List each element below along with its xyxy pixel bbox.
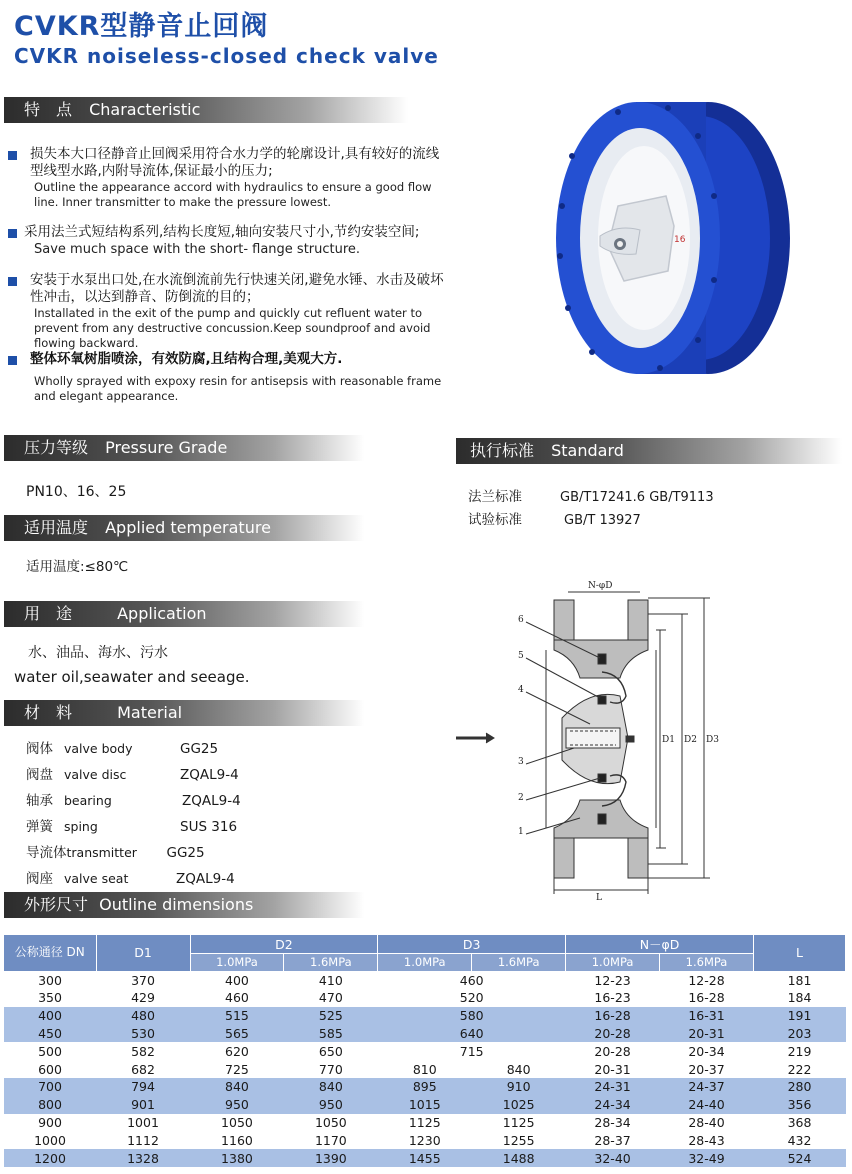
cell-d1: 794 <box>96 1078 190 1096</box>
section-cn-label: 材 料 <box>24 703 73 722</box>
cell-ndb: 24-37 <box>660 1078 754 1096</box>
bullet-item <box>8 272 448 351</box>
cell-d1: 582 <box>131 1043 155 1059</box>
table-row <box>4 1025 846 1043</box>
bullet-zh: 采用法兰式短结构系列,结构长度短,轴向安装尺寸小,节约安装空间; <box>24 224 420 240</box>
material-value: GG25 <box>180 741 219 757</box>
material-row <box>26 763 239 783</box>
material-value: ZQAL9-4 <box>182 793 241 809</box>
header-l: L <box>754 935 846 971</box>
cell-d1: 901 <box>96 1096 190 1114</box>
material-value: ZQAL9-4 <box>180 767 239 783</box>
cell-d2b: 840 <box>284 1078 378 1096</box>
cell-d3a: 895 <box>378 1078 472 1096</box>
cross-section-diagram <box>450 578 740 900</box>
cell-l: 356 <box>754 1096 846 1114</box>
subheader-pressure: 1.6MPa <box>660 954 754 972</box>
table-row <box>4 989 846 1007</box>
material-row <box>26 815 237 835</box>
bullet-square-icon <box>8 277 17 286</box>
cell-l: 203 <box>754 1025 846 1043</box>
bullet-item <box>8 146 448 210</box>
material-en: valve body <box>64 741 133 756</box>
subheader-pressure: 1.6MPa <box>284 954 378 972</box>
temperature-value: 适用温度:≤80℃ <box>26 559 129 575</box>
subheader-pressure: 1.0MPa <box>566 954 660 972</box>
diagram-top-label: N-φD <box>588 581 613 591</box>
material-en: bearing <box>64 793 112 808</box>
cell-d3: 580 <box>378 1007 566 1025</box>
cell-d1: 1112 <box>127 1132 159 1148</box>
diagram-bottom-label: L <box>596 893 602 900</box>
cell-d3: 460 <box>459 972 484 988</box>
cell-d2a: 400 <box>225 972 249 988</box>
bullet-en: Wholly sprayed with expoxy resin for antisepsis with reasonable frame and elegant appearance. <box>34 374 442 403</box>
valve-photo <box>548 96 798 380</box>
cell-nda: 12-23 <box>594 972 631 988</box>
cell-ndb: 20-34 <box>688 1043 725 1059</box>
material-row <box>26 737 218 757</box>
cell-dn: 1200 <box>4 1149 96 1167</box>
cell-ndb: 12-28 <box>688 972 725 988</box>
table-row <box>4 1131 846 1149</box>
cell-d2b: 585 <box>284 1025 378 1043</box>
diagram-dim-label: D2 <box>684 735 697 745</box>
table-row <box>4 1114 846 1132</box>
cell-d2b: 1050 <box>314 1115 347 1131</box>
table-row <box>4 971 846 989</box>
cell-nda: 20-28 <box>594 1043 631 1059</box>
cell-nda: 24-31 <box>566 1078 660 1096</box>
subheader-pressure: 1.6MPa <box>472 954 566 972</box>
table-row <box>4 1078 846 1096</box>
bullet-square-icon <box>8 151 17 160</box>
cell-d3a: 1230 <box>408 1132 441 1148</box>
header-nd: N－φD <box>566 935 754 954</box>
diagram-part-number: 2 <box>518 793 524 803</box>
cell-d2a: 515 <box>190 1007 284 1025</box>
cell-d2a: 565 <box>190 1025 284 1043</box>
cell-ndb: 20-31 <box>660 1025 754 1043</box>
cell-nda: 32-40 <box>566 1149 660 1167</box>
material-value: SUS 316 <box>180 819 238 835</box>
cell-d1: 429 <box>131 990 155 1006</box>
cell-nda: 20-31 <box>594 1061 631 1077</box>
section-pressure-grade <box>4 435 364 461</box>
section-en-label: Standard <box>551 441 624 460</box>
section-characteristic <box>4 97 408 123</box>
cell-l: 368 <box>787 1115 812 1131</box>
cell-dn: 350 <box>38 990 62 1006</box>
cell-d2a: 620 <box>225 1043 249 1059</box>
table-row <box>4 1007 846 1025</box>
bullet-zh: 整体环氧树脂喷涂，有效防腐,且结构合理,美观大方. <box>30 351 343 367</box>
cell-l: 524 <box>754 1149 846 1167</box>
material-en: valve seat <box>64 871 129 886</box>
cell-d3a: 1125 <box>408 1115 441 1131</box>
cell-l: 219 <box>787 1043 812 1059</box>
bullet-item <box>8 224 448 259</box>
standard-value: GB/T17241.6 GB/T9113 <box>560 490 714 505</box>
cell-d3b: 1025 <box>472 1096 566 1114</box>
cell-d3: 520 <box>459 990 484 1006</box>
bullet-item <box>8 351 448 404</box>
bullet-en: Installated in the exit of the pump and quickly cut refluent water to prevent from any destructive concussion.Keep soundproof and avoid flowing backward. <box>34 306 431 350</box>
diagram-dim-label: D1 <box>662 735 675 745</box>
section-cn-label: 外形尺寸 <box>24 895 89 914</box>
cell-dn: 450 <box>4 1025 96 1043</box>
table-row <box>4 1149 846 1167</box>
cell-d2a: 725 <box>225 1061 249 1077</box>
cell-l: 181 <box>787 972 812 988</box>
cell-nda: 16-28 <box>566 1007 660 1025</box>
cell-nda: 20-28 <box>566 1025 660 1043</box>
cell-d1: 682 <box>131 1061 155 1077</box>
header-d3: D3 <box>378 935 566 954</box>
cell-d1: 370 <box>131 972 155 988</box>
header-d1: D1 <box>96 935 190 971</box>
cell-l: 432 <box>787 1132 812 1148</box>
standard-label: 试验标准 <box>468 512 522 528</box>
section-cn-label: 用 途 <box>24 604 73 623</box>
cell-d2a: 840 <box>190 1078 284 1096</box>
cell-l: 184 <box>787 990 812 1006</box>
page-title: CVKR型静音止回阀 <box>14 11 269 42</box>
cell-dn: 700 <box>4 1078 96 1096</box>
cell-d2b: 525 <box>284 1007 378 1025</box>
cell-d2a: 1050 <box>221 1115 253 1131</box>
application-zh: 水、油品、海水、污水 <box>28 645 168 661</box>
cell-ndb: 16-28 <box>688 990 725 1006</box>
section-en-label: Outline dimensions <box>99 895 254 914</box>
cell-d2b: 410 <box>318 972 343 988</box>
material-en: transmitter <box>66 845 137 860</box>
standard-row <box>468 508 641 528</box>
cell-dn: 600 <box>38 1061 62 1077</box>
material-cn: 阀体 <box>26 741 53 757</box>
diagram-part-number: 1 <box>518 827 524 837</box>
cell-d1: 530 <box>96 1025 190 1043</box>
cell-dn: 1000 <box>34 1132 66 1148</box>
section-en-label: Applied temperature <box>105 518 271 537</box>
bullet-square-icon <box>8 229 17 238</box>
bullet-zh: 损失本大口径静音止回阀采用符合水力学的轮廓设计,具有较好的流线型线型水路,内附导流体,保证最小的压力; <box>30 146 440 179</box>
section-standard <box>456 438 842 464</box>
cell-d2b: 950 <box>284 1096 378 1114</box>
table-row <box>4 1060 846 1078</box>
cell-ndb: 16-31 <box>660 1007 754 1025</box>
section-outline-dimensions <box>4 892 364 918</box>
table-row <box>4 1042 846 1060</box>
diagram-part-number: 6 <box>518 615 524 625</box>
cell-l: 280 <box>754 1078 846 1096</box>
cell-d1: 1001 <box>127 1115 159 1131</box>
cell-d3: 640 <box>378 1025 566 1043</box>
material-cn: 阀座 <box>26 871 53 887</box>
cell-l: 222 <box>787 1061 812 1077</box>
material-en: valve disc <box>64 767 127 782</box>
section-cn-label: 特 点 <box>24 100 73 119</box>
section-applied-temperature <box>4 515 364 541</box>
cell-ndb: 28-43 <box>688 1132 725 1148</box>
cell-ndb: 20-37 <box>688 1061 725 1077</box>
section-cn-label: 适用温度 <box>24 518 89 537</box>
section-en-label: Pressure Grade <box>105 438 228 457</box>
cell-d2b: 1170 <box>314 1132 347 1148</box>
cell-d2b: 1390 <box>284 1149 378 1167</box>
table-row <box>4 1096 846 1114</box>
cell-d3b: 910 <box>472 1078 566 1096</box>
cell-d3b: 1125 <box>502 1115 535 1131</box>
material-value: ZQAL9-4 <box>176 871 235 887</box>
standard-value: GB/T 13927 <box>564 513 641 528</box>
material-cn: 弹簧 <box>26 819 53 835</box>
section-material <box>4 700 364 726</box>
material-en: sping <box>64 819 98 834</box>
cell-d3b: 1255 <box>502 1132 535 1148</box>
material-row <box>26 789 241 809</box>
cell-d2a: 460 <box>225 990 249 1006</box>
bullet-square-icon <box>8 356 17 365</box>
cell-dn: 300 <box>38 972 62 988</box>
cell-nda: 16-23 <box>594 990 631 1006</box>
header-dn: 公称通径 DN <box>4 935 96 971</box>
cell-d1: 480 <box>96 1007 190 1025</box>
cell-d3a: 810 <box>412 1061 437 1077</box>
cell-d2b: 470 <box>318 990 343 1006</box>
cell-dn: 500 <box>38 1043 62 1059</box>
cell-dn: 400 <box>4 1007 96 1025</box>
subheader-pressure: 1.0MPa <box>190 954 284 972</box>
valve-plate-text: 16 <box>674 235 686 245</box>
section-application <box>4 601 364 627</box>
diagram-part-number: 5 <box>518 651 524 661</box>
material-value: GG25 <box>166 845 205 861</box>
cell-ndb: 24-40 <box>660 1096 754 1114</box>
diagram-part-number: 4 <box>518 685 524 695</box>
cell-d2a: 1380 <box>190 1149 284 1167</box>
cell-nda: 28-37 <box>594 1132 631 1148</box>
cell-dn: 900 <box>38 1115 62 1131</box>
pressure-value: PN10、16、25 <box>26 484 127 500</box>
cell-dn: 800 <box>4 1096 96 1114</box>
material-cn: 阀盘 <box>26 767 53 783</box>
cell-d3b: 1488 <box>472 1149 566 1167</box>
cell-l: 191 <box>754 1007 846 1025</box>
section-en-label: Characteristic <box>89 100 201 119</box>
cell-d2b: 770 <box>318 1061 343 1077</box>
diagram-dim-label: D3 <box>706 735 719 745</box>
cell-d2a: 950 <box>190 1096 284 1114</box>
cell-nda: 24-34 <box>566 1096 660 1114</box>
standard-row <box>468 485 714 505</box>
cell-d2a: 1160 <box>221 1132 253 1148</box>
diagram-part-number: 3 <box>518 757 524 767</box>
dimensions-table <box>4 935 846 1167</box>
cell-d3a: 1015 <box>378 1096 472 1114</box>
material-row <box>26 841 205 861</box>
section-cn-label: 压力等级 <box>24 438 89 457</box>
bullet-en: Outline the appearance accord with hydraulics to ensure a good flow line. Inner transmitter to make the pressure lowest. <box>34 180 432 209</box>
cell-nda: 28-34 <box>594 1115 631 1131</box>
material-row <box>26 867 235 887</box>
material-cn: 导流体 <box>26 845 67 861</box>
cell-d2b: 650 <box>318 1043 343 1059</box>
cell-d3b: 840 <box>506 1061 531 1077</box>
material-cn: 轴承 <box>26 793 53 809</box>
section-en-label: Material <box>117 703 183 722</box>
cell-d3a: 1455 <box>378 1149 472 1167</box>
section-cn-label: 执行标准 <box>470 441 535 460</box>
cell-d1: 1328 <box>96 1149 190 1167</box>
section-en-label: Application <box>117 604 207 623</box>
application-value: water oil,seawater and seeage. <box>14 668 250 686</box>
cell-d3: 715 <box>459 1043 484 1059</box>
cell-ndb: 32-49 <box>660 1149 754 1167</box>
bullet-en: Save much space with the short- flange structure. <box>34 242 361 257</box>
page-subtitle: CVKR noiseless-closed check valve <box>14 44 439 68</box>
bullet-zh: 安装于水泵出口处,在水流倒流前先行快速关闭,避免水锤、水击及破坏性冲击，以达到静音、防倒流的目的； <box>30 272 444 305</box>
cell-ndb: 28-40 <box>688 1115 725 1131</box>
standard-label: 法兰标准 <box>468 489 522 505</box>
header-d2: D2 <box>190 935 378 954</box>
subheader-pressure: 1.0MPa <box>378 954 472 972</box>
